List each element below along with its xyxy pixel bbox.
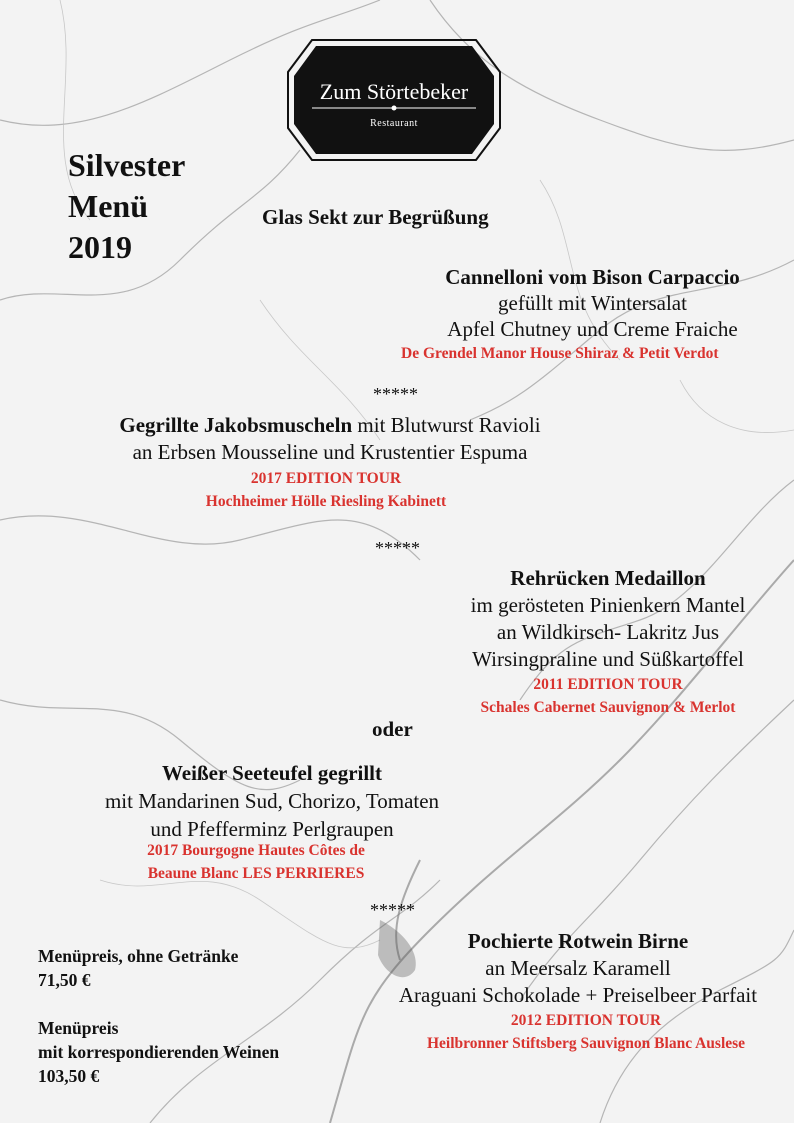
course-scallops-title: Gegrillte Jakobsmuscheln: [119, 413, 353, 437]
course-dessert-line: an Meersalz Karamell: [485, 956, 671, 980]
course-starter-wine: De Grendel Manor House Shiraz & Petit Verdot: [401, 345, 719, 362]
price-food-label: Menüpreis, ohne Getränke: [38, 946, 239, 966]
course-venison: [412, 565, 794, 673]
course-monkfish-title: Weißer Seeteufel gegrillt: [161, 761, 383, 785]
course-venison-wine: [412, 673, 794, 719]
price-wine-label: Menüpreis: [38, 1018, 119, 1038]
price-wine-value: 103,50 €: [38, 1066, 100, 1086]
menu-title-line2: Menü: [68, 188, 148, 224]
price-wine-label-2: mit korrespondierenden Weinen: [38, 1042, 280, 1062]
course-dessert: [368, 928, 788, 1009]
price-food-value: 71,50 €: [38, 970, 91, 990]
separator: *****: [373, 384, 418, 404]
course-venison-title: Rehrücken Medaillon: [510, 566, 706, 590]
menu-title-line1: Silvester: [68, 147, 186, 183]
course-monkfish-wine-line: Beaune Blanc LES PERRIERES: [147, 865, 365, 882]
course-scallops-title-rest: mit Blutwurst Ravioli: [352, 413, 541, 437]
course-venison-line: an Wildkirsch- Lakritz Jus: [496, 620, 720, 644]
menu-title-line3: 2019: [68, 229, 132, 265]
course-dessert-wine-line: Heilbronner Stiftsberg Sauvignon Blanc Auslese: [426, 1035, 746, 1052]
course-scallops-wine: [82, 467, 570, 513]
separator: *****: [375, 538, 420, 558]
course-monkfish-line: mit Mandarinen Sud, Chorizo, Tomaten: [104, 789, 440, 813]
price-block-food: [38, 944, 238, 992]
course-monkfish: [66, 759, 478, 843]
course-dessert-line: Araguani Schokolade + Preiselbeer Parfait: [398, 983, 758, 1007]
course-scallops-line: an Erbsen Mousseline und Krustentier Espuma: [132, 440, 528, 464]
welcome-line: Glas Sekt zur Begrüßung: [262, 205, 489, 229]
course-venison-wine-line: Schales Cabernet Sauvignon & Merlot: [480, 699, 736, 716]
course-starter-line: gefüllt mit Wintersalat: [498, 291, 687, 315]
course-starter-title: Cannelloni vom Bison Carpaccio: [445, 265, 740, 289]
course-venison-line: Wirsingpraline und Süßkartoffel: [472, 647, 744, 671]
course-dessert-title: Pochierte Rotwein Birne: [467, 929, 689, 953]
course-venison-line: im gerösteten Pinienkern Mantel: [470, 593, 746, 617]
course-monkfish-wine: [56, 839, 456, 885]
course-starter: [380, 264, 794, 342]
course-scallops-wine-line: Hochheimer Hölle Riesling Kabinett: [205, 493, 447, 510]
course-starter-line: Apfel Chutney und Creme Fraiche: [447, 317, 738, 341]
price-block-wine: [38, 1016, 279, 1088]
course-scallops-wine-line: 2017 EDITION TOUR: [250, 470, 402, 487]
course-scallops: [82, 412, 578, 466]
separator: *****: [370, 900, 415, 920]
course-dessert-wine: [384, 1009, 788, 1055]
alternative-or: oder: [372, 717, 413, 741]
logo-name: Zum Störtebeker: [319, 79, 469, 104]
course-venison-wine-line: 2011 EDITION TOUR: [533, 676, 683, 693]
course-monkfish-line: und Pfefferminz Perlgraupen: [150, 817, 394, 841]
logo-subtitle: Restaurant: [370, 118, 418, 129]
course-dessert-wine-line: 2012 EDITION TOUR: [510, 1012, 662, 1029]
course-monkfish-wine-line: 2017 Bourgogne Hautes Côtes de: [147, 842, 365, 859]
